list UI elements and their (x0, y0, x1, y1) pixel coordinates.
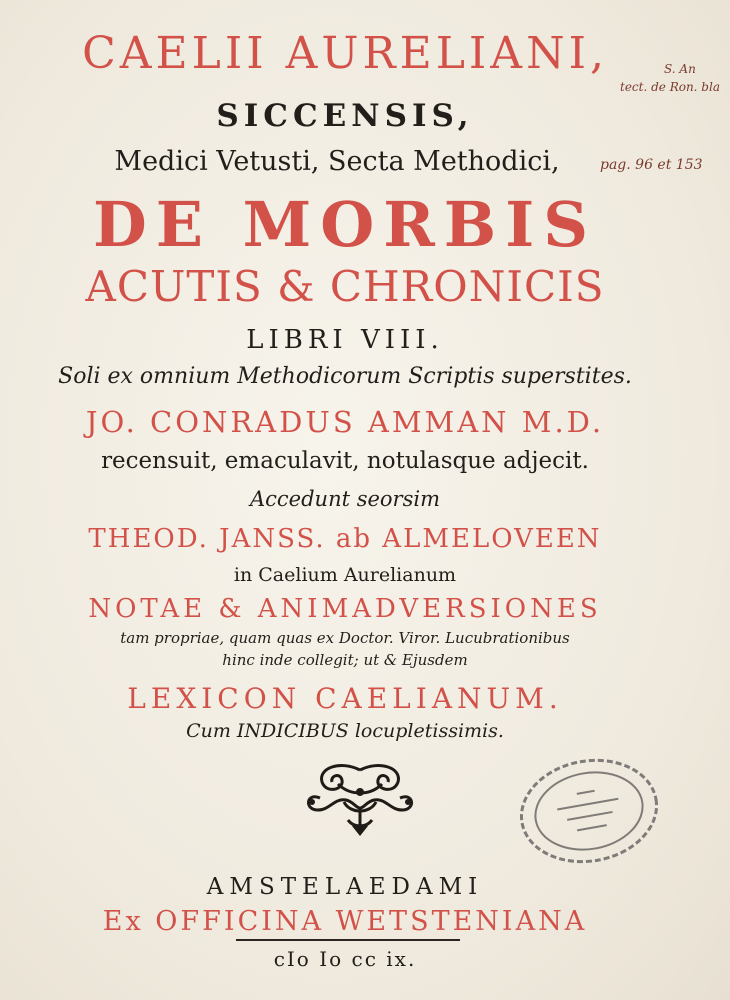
accedunt-line: Accedunt seorsim (249, 487, 440, 511)
hinc-line: hinc inde collegit; ut & Ejusdem (222, 651, 468, 669)
handwritten-note-2: tect. de Ron. bla (620, 80, 720, 94)
origin-line: SICCENSIS, (216, 98, 474, 134)
tam-line: tam propriae, quam quas ex Doctor. Viror. Lucubrationibus (120, 629, 570, 647)
library-stamp-icon (514, 752, 664, 870)
author-line: CAELII AURELIANI, (82, 28, 608, 79)
imprint-date-line: cIo Io cc ix. (273, 947, 417, 971)
books-line: LIBRI VIII. (246, 325, 444, 355)
imprint-rule (236, 939, 460, 941)
lexicon-line: LEXICON CAELIANUM. (127, 682, 563, 715)
work-title-line-2: ACUTIS & CHRONICIS (85, 262, 605, 311)
printers-ornament-icon (300, 762, 420, 836)
imprint-printer-line: Ex OFFICINA WETSTENIANA (102, 906, 588, 937)
work-title-line-1: DE MORBIS (93, 188, 597, 261)
in-caelium-line: in Caelium Aurelianum (233, 564, 457, 586)
notae-line: NOTAE & ANIMADVERSIONES (88, 594, 602, 624)
descriptor-line: Medici Vetusti, Secta Methodici, (114, 146, 560, 177)
commentator-line: THEOD. JANSS. ab ALMELOVEEN (88, 524, 602, 554)
cum-indicibus-line: Cum INDICIBUS locupletissimis. (186, 720, 504, 742)
editor-line: JO. CONRADUS AMMAN M.D. (85, 405, 605, 439)
handwritten-note-1: S. An (664, 62, 696, 76)
soli-line: Soli ex omnium Methodicorum Scriptis superstites. (58, 364, 632, 389)
edit-action-line: recensuit, emaculavit, notulasque adjecit. (101, 448, 589, 474)
handwritten-note-3: pag. 96 et 153 (600, 157, 703, 173)
imprint-place-line: AMSTELAEDAMI (206, 874, 484, 900)
